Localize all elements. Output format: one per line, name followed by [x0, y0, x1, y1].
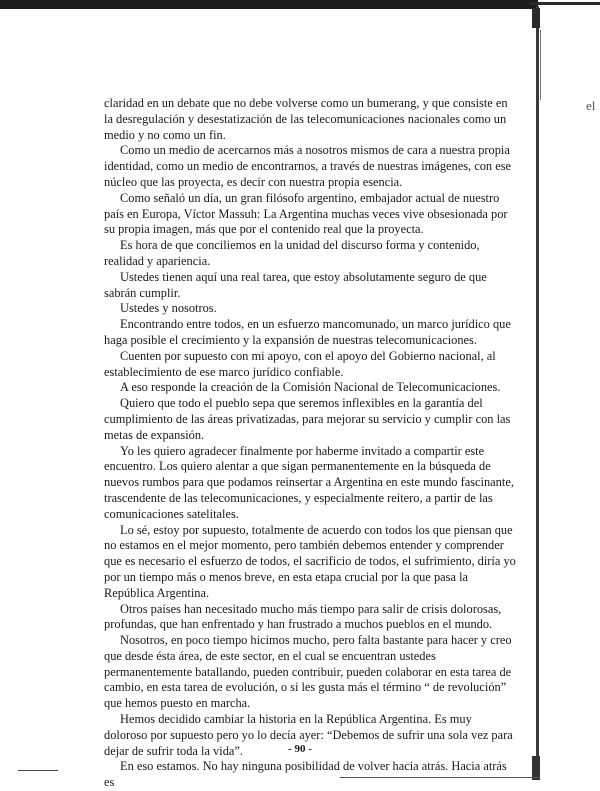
- paragraph-1: claridad en un debate que no debe volverse como un bumerang, y que consiste en la desregulación y desestatización de las telecomunicaciones nacionales como un medio y no como un fin.: [104, 96, 508, 142]
- paragraph-4: Es hora de que conciliemos en la unidad del discurso forma y contenido, realidad y apariencia.: [104, 238, 480, 268]
- paragraph-5: Ustedes tienen aquí una real tarea, que estoy absolutamente seguro de que sabrán cumplir.: [104, 269, 487, 300]
- paragraph-11: Yo les quiero agradecer finalmente por haberme invitado a compartir este encuentro. Los quiero alentar a que sigan permanentemente en la búsqueda de nuevos rumbos para que podamos reinsertar a Argentina en este mundo fascinante, trascendente de las telecomunicaciones, y especialmente reitero, a partir de las comunicaciones satelitales.: [104, 443, 514, 521]
- scan-border-right-notch: [540, 30, 545, 100]
- scan-border-right-corner: [532, 8, 540, 28]
- paragraph-6: Ustedes y nosotros.: [120, 301, 217, 316]
- paragraph-14: Nosotros, en poco tiempo hicimos mucho, pero falta bastante para hacer y creo que desde ésta área, de este sector, en el cual se encuentran ustedes permanentemente batallando, pueden contribuir, pueden colaborar en esta tarea de cambio, en esta tarea de evolución, o si les gusta más el término “ de revolución” que hemos puesto en marcha.: [104, 633, 512, 711]
- paragraph-15: Hemos decidido cambiar la historia en la República Argentina. Es muy doloroso por supuesto pero yo lo decía ayer: “Debemos de sufrir una sola vez para dejar de sufrir toda la vida”.: [104, 712, 513, 758]
- paragraph-3: Como señaló un día, un gran filósofo argentino, embajador actual de nuestro país en Europa, Víctor Massuh: La Argentina muchas veces vive obsesionada por su propia imagen, más que por el contenido real que la proyecta.: [104, 190, 508, 237]
- paragraph-7: Encontrando entre todos, en un esfuerzo mancomunado, un marco jurídico que haga posible el crecimiento y la expansión de nuestras telecomunicaciones.: [104, 317, 511, 347]
- page-number: - 90 -: [288, 743, 312, 755]
- scan-border-top: [0, 0, 538, 9]
- paragraph-16: En eso estamos. No hay ninguna posibilidad de volver hacia atrás. Hacia atrás es: [104, 759, 507, 790]
- scan-border-right: [536, 6, 539, 780]
- paragraph-2: Como un medio de acercarnos más a nosotros mismos de cara a nuestra propia identidad, como un medio de encontrarnos, a través de nuestras imágenes, con ese núcleo que las proyecta, es decir con nuestra propia esencia.: [104, 143, 512, 189]
- speech-text: [104, 96, 518, 791]
- paragraph-13: Otros países han necesitado mucho más tiempo para salir de crisis dolorosas, profundas, que han enfrentado y han frustrado a muchos pueblos en el mundo.: [104, 601, 502, 632]
- paragraph-10: Quiero que todo el pueblo sepa que seremos inflexibles en la garantía del cumplimiento de las áreas privatizadas, para mejorar su servicio y cumplir con las metas de expansión.: [104, 396, 511, 442]
- paragraph-12: Lo sé, estoy por supuesto, totalmente de acuerdo con todos los que piensan que no estamos en el mejor momento, pero también debemos entender y comprender que es necesario el esfuerzo de todos, el sacrificio de todos, el sufrimiento, diría yo por un tiempo más o menos breve, en esta etapa crucial por la que pasa la República Argentina.: [104, 522, 516, 600]
- edge-text-fragment: el: [586, 98, 596, 113]
- scan-border-top-tail: [530, 2, 600, 5]
- paragraph-9: A eso responde la creación de la Comisión Nacional de Telecomunicaciones.: [120, 380, 501, 395]
- paragraph-8: Cuenten por supuesto con mi apoyo, con el apoyo del Gobierno nacional, al establecimiento de ese marco jurídico confiable.: [104, 348, 496, 379]
- scan-border-left-bottom: [18, 770, 58, 771]
